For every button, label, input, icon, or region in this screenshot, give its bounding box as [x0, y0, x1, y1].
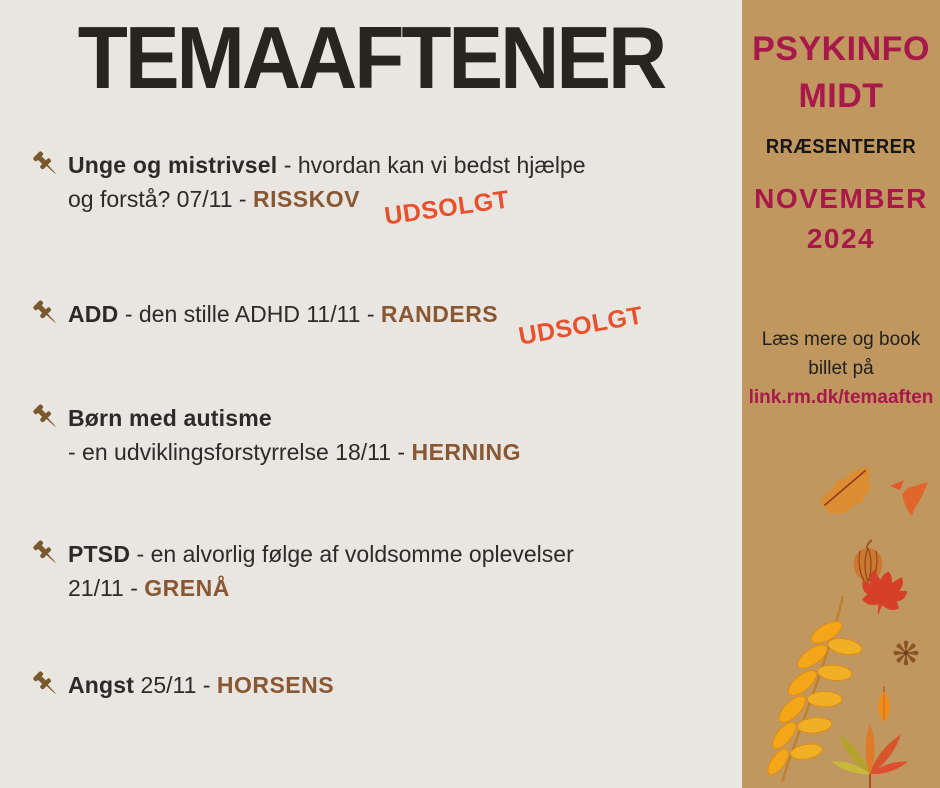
event-title: Unge og mistrivsel: [68, 152, 278, 178]
event-location: HERNING: [411, 439, 522, 465]
event-description: 21/11 -: [68, 575, 145, 601]
pushpin-icon: [28, 402, 68, 436]
month-title: [742, 179, 940, 259]
month-line2: 2024: [806, 223, 876, 254]
event-line: [68, 401, 521, 435]
event-line: [68, 571, 574, 605]
event-location: HORSENS: [216, 672, 335, 698]
event-description: - den stille ADHD 11/11 -: [118, 301, 381, 327]
event-line: [68, 148, 586, 182]
booking-link-text: link.rm.dk/temaaften: [748, 387, 934, 408]
booking-info: [742, 325, 940, 412]
creeper-leaf-icon: [830, 716, 910, 788]
brand-line2: MIDT: [798, 77, 884, 115]
event-line: [68, 668, 334, 702]
soldout-badge: UDSOLGT: [516, 301, 646, 351]
event-title: PTSD: [68, 541, 131, 567]
event-location: RISSKOV: [252, 186, 360, 212]
event-item-boern-med-autisme: [28, 401, 521, 469]
event-line: [68, 297, 646, 351]
event-description: 25/11 -: [134, 672, 217, 698]
event-location: GRENÅ: [144, 575, 230, 601]
leaf-fragment-icon: [888, 478, 930, 518]
event-description: - en alvorlig følge af voldsomme oplevelser: [130, 541, 574, 567]
presents-label: RRÆSENTERER: [765, 136, 917, 158]
soldout-badge: UDSOLGT: [382, 185, 512, 231]
event-title: Angst: [68, 672, 135, 698]
poster-title: TEMAAFTENER: [77, 9, 665, 108]
booking-line1: Læs mere og book: [761, 329, 921, 350]
pushpin-icon: [28, 149, 68, 183]
oak-leaf-icon: [816, 462, 878, 518]
event-description: - en udviklingsforstyrrelse 18/11 -: [68, 439, 412, 465]
event-description: - hvordan kan vi bedst hjælpe: [277, 152, 586, 178]
event-description: og forstå? 07/11 -: [68, 186, 253, 212]
event-item-angst: [28, 668, 334, 703]
event-line: [68, 537, 574, 571]
pushpin-icon: [28, 298, 68, 332]
sidebar-panel: [742, 0, 940, 788]
event-line: [68, 435, 521, 469]
maple-leaf-icon: [858, 570, 908, 618]
month-line1: NOVEMBER: [754, 183, 928, 214]
brand-line1: PSYKINFO: [752, 30, 930, 68]
booking-line2: billet på: [808, 358, 874, 379]
event-item-add: [28, 297, 646, 351]
event-item-ptsd: [28, 537, 574, 605]
star-anise-icon: [891, 638, 921, 668]
brand-title: [742, 26, 940, 120]
pushpin-icon: [28, 538, 68, 572]
event-line: [68, 182, 586, 231]
event-title: ADD: [68, 301, 119, 327]
pushpin-icon: [28, 669, 68, 703]
event-location: RANDERS: [380, 301, 499, 327]
event-item-unge-og-mistrivsel: [28, 148, 586, 231]
event-title: Børn med autisme: [68, 405, 272, 431]
